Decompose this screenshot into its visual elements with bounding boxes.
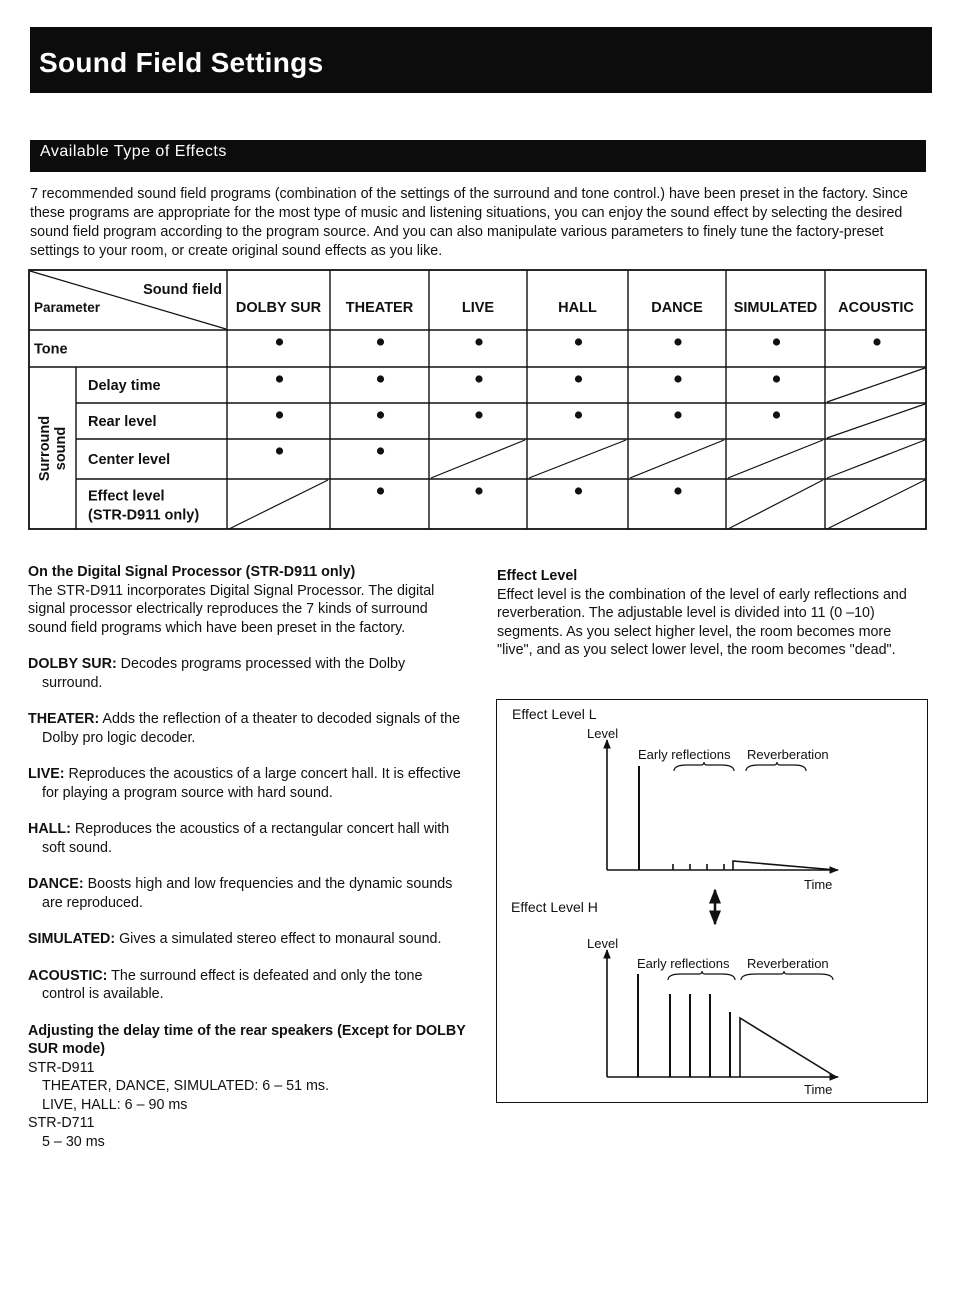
mode-list [28,655,468,1004]
not-available-slash [827,404,925,438]
left-column [28,563,468,1151]
dsp-text: The STR-D911 incorporates Digital Signal Processor. The digital signal processor electrically reproduces the 7 kinds of surround sound field programs which have been preset in the factory. [28,582,435,636]
page-title-bar [30,27,932,93]
column-header: DOLBY SUR [235,300,322,316]
supported-dot [377,411,384,418]
right-column [497,567,929,660]
low-title: Effect Level L [512,706,597,722]
low-early-label: Early reflections [638,747,731,762]
mode-description: Gives a simulated stereo effect to monaural sound. [115,931,442,947]
not-available-slash [827,480,925,529]
mode-item [28,967,468,1004]
mode-item [28,875,468,912]
model2-setting: 5 – 30 ms [42,1133,105,1150]
supported-dot [276,447,283,454]
group-label [37,416,69,481]
effect-level-heading: Effect Level [497,568,578,584]
mode-description: Reproduces the acoustics of a rectangular concert hall with soft sound. [42,821,450,856]
supported-dot [475,411,482,418]
mode-name: ACOUSTIC: [28,967,108,984]
mode-description: Reproduces the acoustics of a large concert hall. It is effective for playing a program source with hard sound. [42,766,461,801]
row-label-line: Delay time [88,378,161,394]
mode-name: THEATER: [28,711,100,727]
low-reverb-tail [733,861,836,870]
supported-dot [377,375,384,382]
row-label [88,414,157,430]
supported-dot [674,411,681,418]
low-level-label: Level [587,726,619,741]
high-reverb-label: Reverberation [747,956,829,971]
column-header: HALL [558,300,597,316]
supported-dot [575,375,582,382]
row-label-line: Effect level [88,488,165,505]
supported-dot [276,375,283,382]
page-title: Sound Field Settings [39,47,324,78]
intro-paragraph: 7 recommended sound field programs (combination of the settings of the surround and tone control.) have been preset in the factory. Since these programs are appropriate for the most type of music and listening situations, you can enjoy the sound effect by selecting the desired sound field program according to the program source. And you can also manipulate various parameters to finely tune the factory-preset settings to your room, or create original sound effects as you like. [30,186,908,259]
row-label [88,378,161,394]
row-label-line: (STR-D911 only) [88,507,200,524]
supported-dot [377,487,384,494]
supported-dot [674,487,681,494]
model1-setting-b: LIVE, HALL: 6 – 90 ms [42,1096,188,1113]
mode-description: Decodes programs processed with the Dolby surround. [42,656,406,691]
mode-item [28,655,468,692]
row-label-line: Tone [34,341,68,358]
group-label-line: Surround [37,415,53,482]
mode-name: LIVE: [28,766,65,782]
mode-description: Boosts high and low frequencies and the dynamic sounds are reproduced. [42,876,453,911]
mode-item [28,765,468,802]
model1-setting-a: THEATER, DANCE, SIMULATED: 6 – 51 ms. [42,1078,330,1094]
not-available-slash [728,440,823,478]
low-reverb-label: Reverberation [747,747,829,762]
supported-dot [674,338,681,345]
supported-dot [575,487,582,494]
row-label-line: Center level [88,452,171,468]
row-label [88,489,199,524]
corner-bottom-label: Parameter [34,300,101,315]
model-str-d711: STR-D711 [28,1115,95,1131]
not-available-slash [827,368,925,402]
row-label [88,452,170,468]
row-label [34,342,68,358]
not-available-slash [630,440,724,478]
supported-dot [377,447,384,454]
mode-description: The surround effect is defeated and only the tone control is available. [42,967,423,1002]
supported-dot [773,411,780,418]
supported-dot [773,338,780,345]
mode-item [28,820,468,857]
effect-level-figure [496,699,928,1103]
delay-heading: Adjusting the delay time of the rear speakers (Except for DOLBY SUR mode) [28,1022,466,1057]
not-available-slash [827,440,925,478]
high-title: Effect Level H [511,899,598,915]
supported-dot [575,411,582,418]
high-early-label: Early reflections [637,956,730,971]
supported-dot [377,338,384,345]
dsp-heading: On the Digital Signal Processor (STR-D911 only) [28,564,356,580]
supported-dot [475,375,482,382]
not-available-slash [728,480,823,529]
mode-item [28,930,468,949]
corner-top-label: Sound field [143,282,222,298]
section-title-bar [30,140,926,172]
model-str-d911: STR-D911 [28,1059,95,1076]
high-reverb-brace [741,971,833,980]
mode-description: Adds the reflection of a theater to decoded signals of the Dolby pro logic decoder. [42,711,461,746]
mode-name: SIMULATED: [28,931,116,947]
mode-name: DOLBY SUR: [28,656,117,672]
group-label-line: sound [53,426,69,471]
column-header: ACOUSTIC [838,300,914,316]
column-header: THEATER [345,300,414,316]
supported-dot [475,338,482,345]
supported-dot [276,338,283,345]
column-header: DANCE [651,300,703,316]
mode-name: HALL: [28,821,71,837]
section-title: Available Type of Effects [40,143,227,160]
low-time-label: Time [804,877,833,892]
supported-dot [276,411,283,418]
high-early-brace [668,971,735,980]
column-header: LIVE [461,300,495,316]
not-available-slash [431,440,525,478]
effect-level-text: Effect level is the combination of the level of early reflections and reverberation. The adjustable level is divided into 11 (0 –10) segments. As you select higher level, the room becomes more "live", and as you select lower level, the room becomes "dead". [497,586,907,658]
supported-dot [475,487,482,494]
low-reverb-brace [746,762,806,771]
supported-dot [773,375,780,382]
row-label-line: Rear level [88,414,157,430]
mode-item [28,710,468,747]
high-time-label: Time [804,1082,833,1097]
not-available-slash [529,440,626,478]
high-reverb-tail [740,1018,836,1077]
not-available-slash [229,480,328,529]
low-early-brace [674,762,734,771]
supported-dot [873,338,880,345]
high-level-label: Level [587,936,619,951]
column-header: SIMULATED [733,300,818,316]
mode-name: DANCE: [28,876,84,892]
supported-dot [674,375,681,382]
supported-dot [575,338,582,345]
effect-level-diagram [497,700,927,1102]
sound-field-table [28,269,927,532]
